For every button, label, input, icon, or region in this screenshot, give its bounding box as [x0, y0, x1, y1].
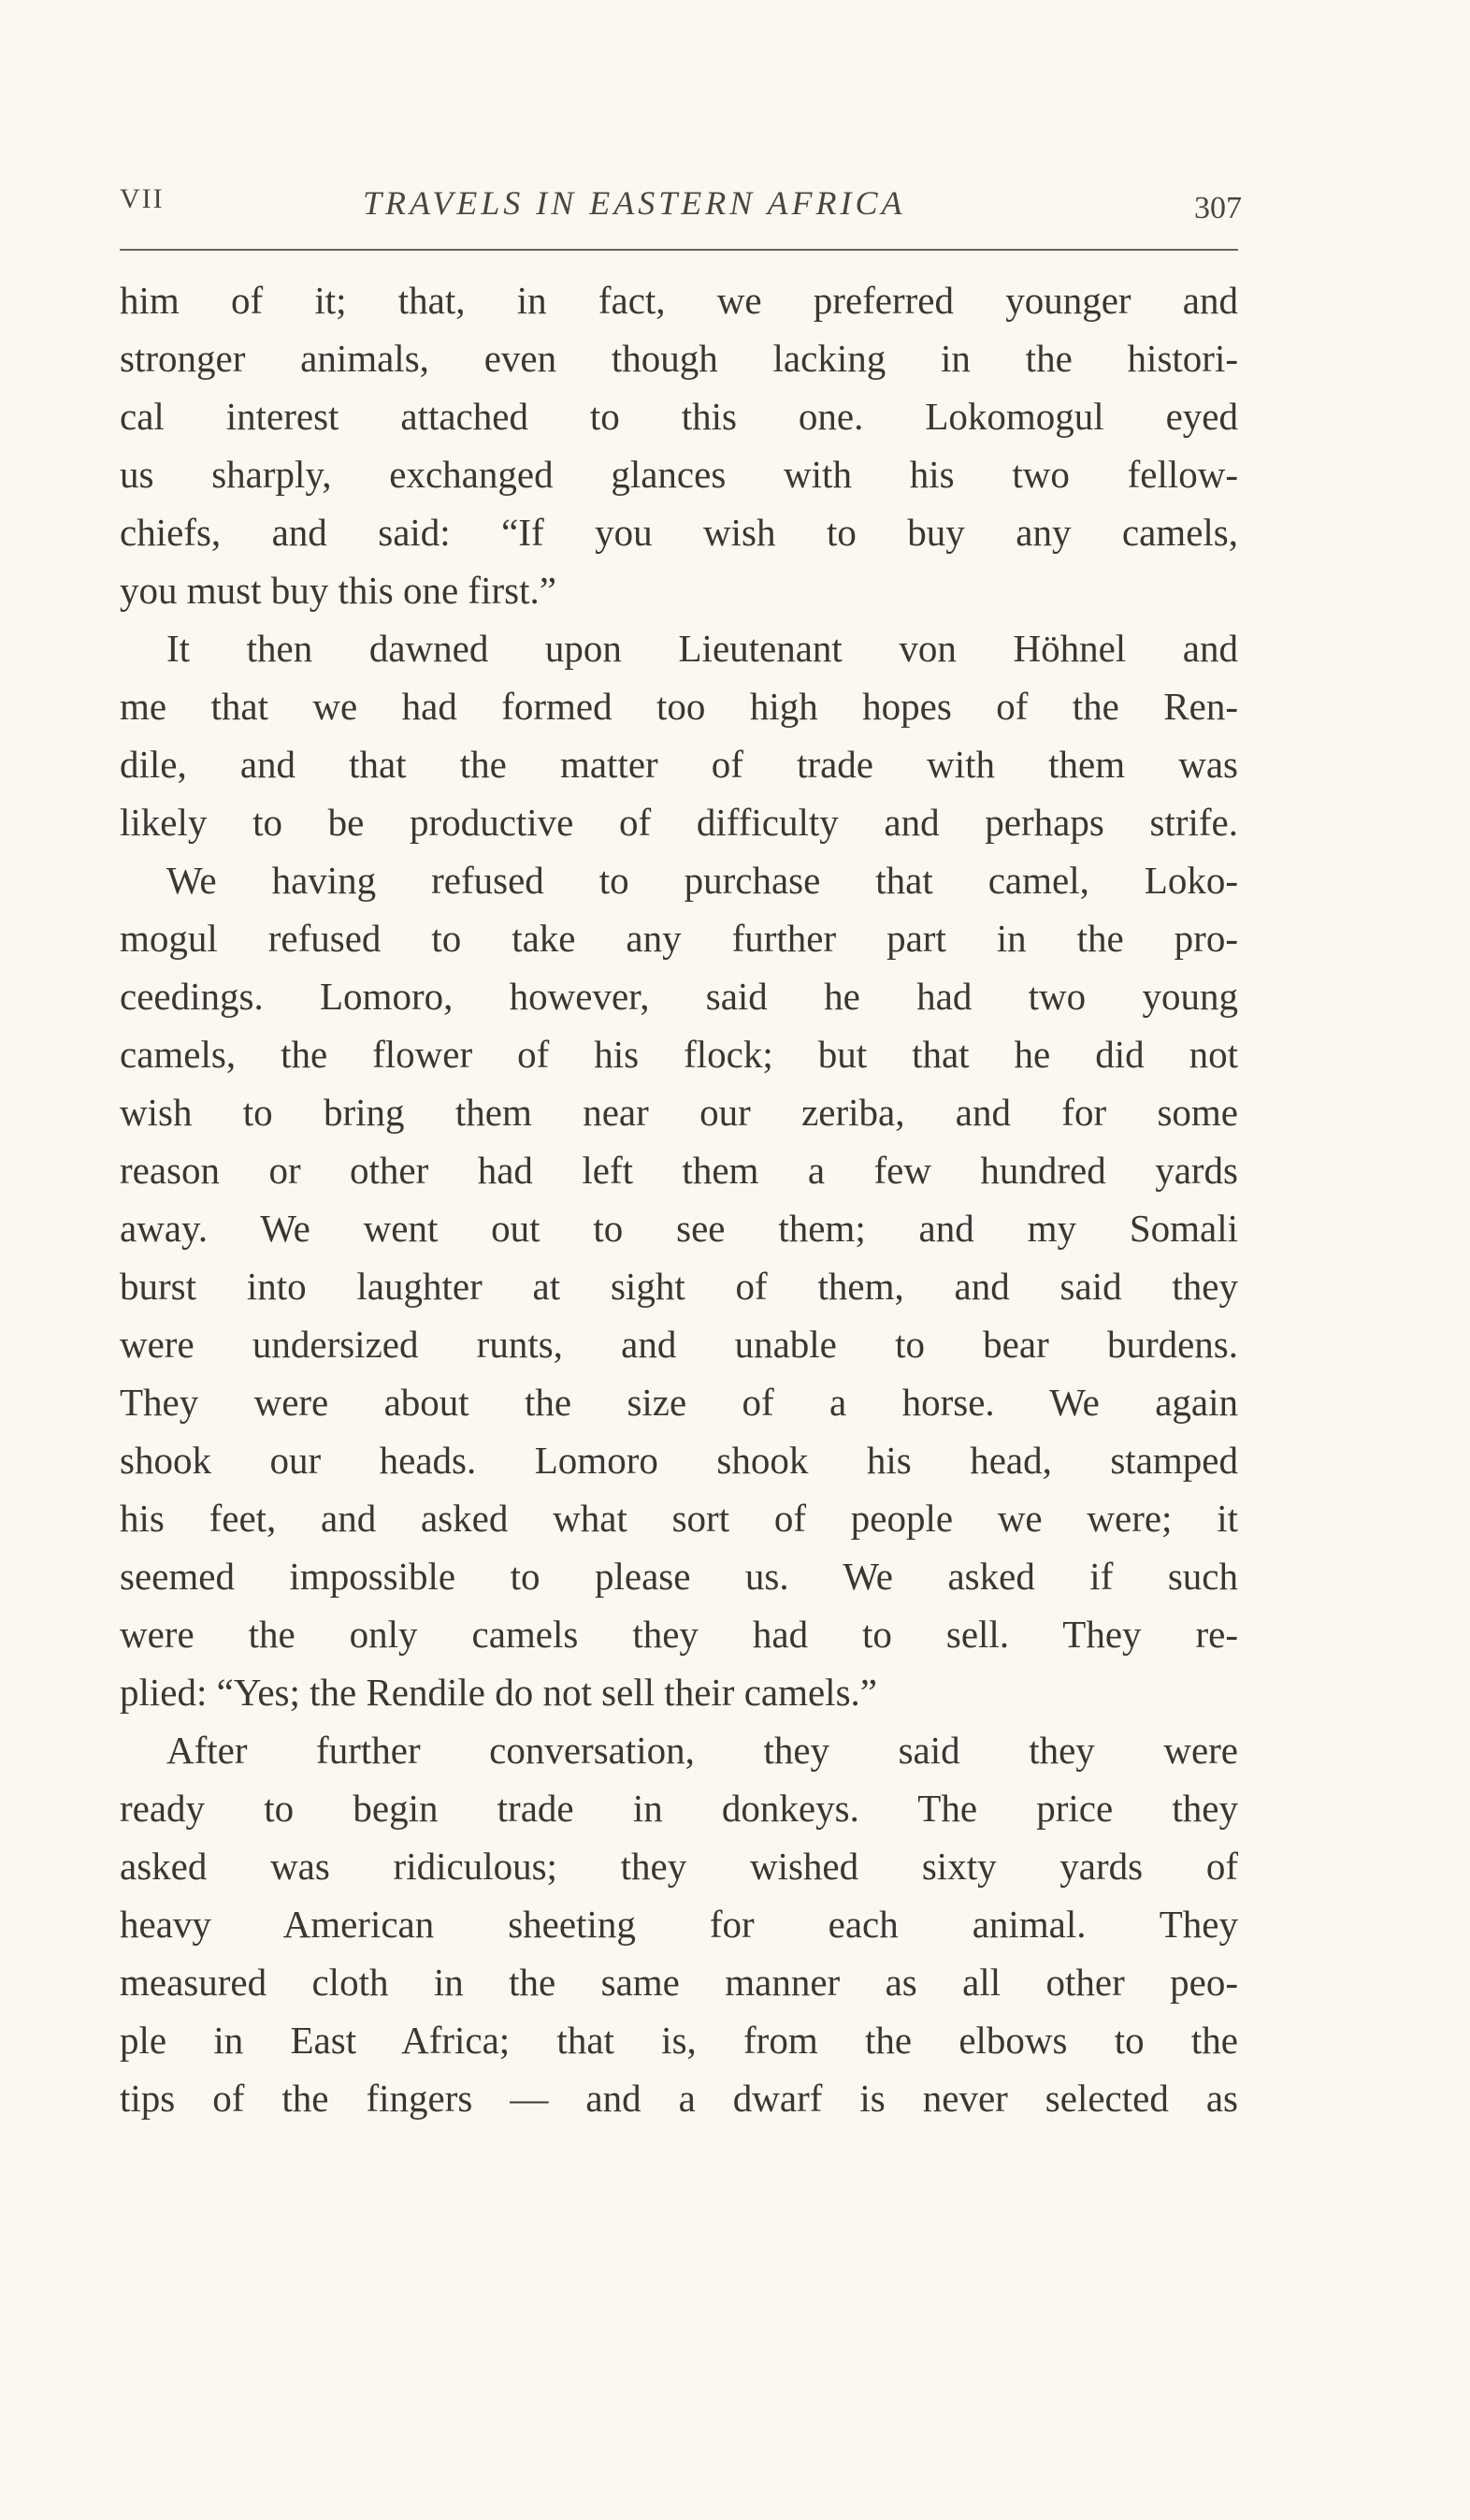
text-line: After further conversation, they said they were: [166, 1729, 1238, 1772]
page-number: 307: [1194, 191, 1242, 225]
text-line: his feet, and asked what sort of people we were; it: [120, 1497, 1238, 1540]
text-line: ready to begin trade in donkeys. The price they: [120, 1787, 1238, 1830]
text-line: It then dawned upon Lieutenant von Höhnel and: [166, 627, 1238, 670]
text-line: seemed impossible to please us. We asked if such: [120, 1555, 1238, 1598]
text-line: tips of the fingers — and a dwarf is never selected as: [120, 2077, 1238, 2120]
header-rule: [120, 249, 1238, 251]
text-line: you must buy this one first.”: [120, 569, 556, 612]
text-line: me that we had formed too high hopes of the Ren-: [120, 685, 1238, 728]
text-line: asked was ridiculous; they wished sixty yards of: [120, 1845, 1238, 1888]
text-line: burst into laughter at sight of them, and said they: [120, 1265, 1238, 1308]
text-line: wish to bring them near our zeriba, and for some: [120, 1091, 1238, 1134]
text-line: away. We went out to see them; and my Somali: [120, 1207, 1238, 1250]
text-line: were undersized runts, and unable to bear burdens.: [120, 1323, 1238, 1366]
text-line: likely to be productive of difficulty and perhaps strife.: [120, 801, 1238, 844]
text-line: measured cloth in the same manner as all other peo-: [120, 1961, 1238, 2004]
running-head: [120, 183, 1242, 239]
body-text: [120, 271, 1238, 2127]
text-line: cal interest attached to this one. Lokomogul eyed: [120, 395, 1238, 438]
text-line: us sharply, exchanged glances with his two fellow-: [120, 453, 1238, 496]
text-line: stronger animals, even though lacking in the histori-: [120, 337, 1238, 380]
text-line: mogul refused to take any further part in the pro-: [120, 917, 1238, 960]
text-line: They were about the size of a horse. We again: [120, 1381, 1238, 1424]
text-line: reason or other had left them a few hundred yards: [120, 1149, 1238, 1192]
chapter-number: VII: [120, 183, 165, 214]
text-line: shook our heads. Lomoro shook his head, stamped: [120, 1439, 1238, 1482]
text-line: We having refused to purchase that camel, Loko-: [166, 859, 1238, 902]
text-line: dile, and that the matter of trade with them was: [120, 743, 1238, 786]
text-line: ceedings. Lomoro, however, said he had two young: [120, 975, 1238, 1018]
text-line: plied: “Yes; the Rendile do not sell their camels.”: [120, 1671, 877, 1714]
text-line: camels, the flower of his flock; but that he did not: [120, 1033, 1238, 1076]
text-line: chiefs, and said: “If you wish to buy any camels,: [120, 511, 1238, 554]
text-line: were the only camels they had to sell. They re-: [120, 1613, 1238, 1656]
text-line: him of it; that, in fact, we preferred younger and: [120, 279, 1238, 322]
running-title: TRAVELS IN EASTERN AFRICA: [363, 184, 906, 222]
text-line: heavy American sheeting for each animal. They: [120, 1903, 1238, 1946]
text-line: ple in East Africa; that is, from the elbows to the: [120, 2019, 1238, 2062]
